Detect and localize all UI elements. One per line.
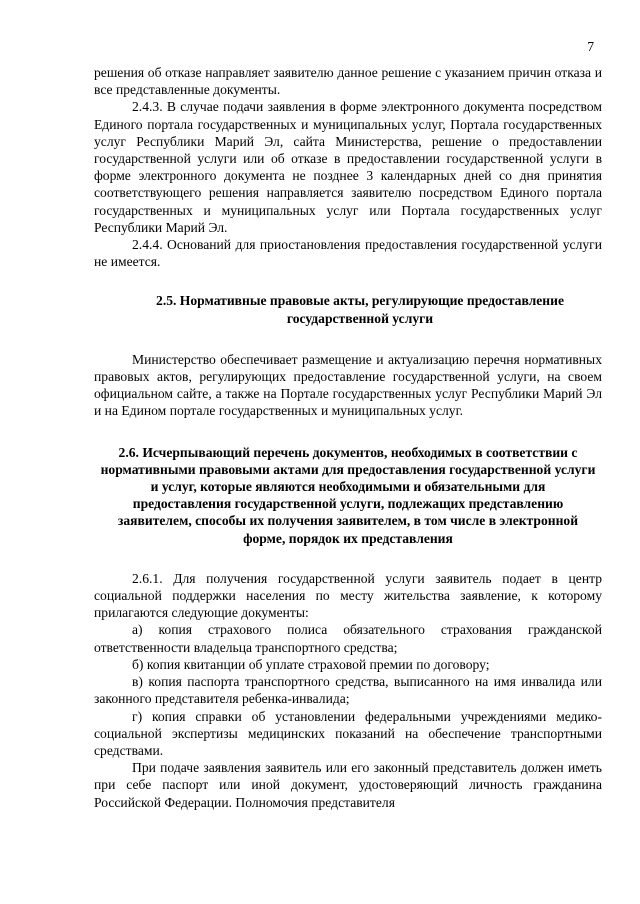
paragraph-2-6-1: 2.6.1. Для получения государственной услуги заявитель подает в центр социальной поддержки населения по месту жительства заявление, к которому прилагаются следующие документы: bbox=[94, 570, 602, 621]
list-item-b: б) копия квитанции об уплате страховой премии по договору; bbox=[132, 656, 490, 672]
paragraph-2-4-3: 2.4.3. В случае подачи заявления в форме электронного документа посредством Единого портала государственных и муниципальных услуг, Портала государственных услуг Республики Марий Эл, сайта Министерства, решение о предоставлении государственной услуги или об отказе в предоставлении государственной услуги в форме электронного документа не позднее 3 календарных дней со дня принятия соответствующего решения направляется заявителю посредством Единого портала государственных и муниципальных услуг или Портала государственных услуг Республики Марий Эл. bbox=[94, 99, 602, 235]
paragraph-closing: При подаче заявления заявитель или его законный представитель должен иметь при себе паспорт или иной документ, удостоверяющий личность гражданина Российской Федерации. Полномочия представителя bbox=[94, 760, 602, 810]
section-2-6-heading: 2.6. Исчерпывающий перечень документов, необходимых в соответствии с нормативными правовыми актами для предоставления государственной услуги и услуг, которые являются необходимыми и обязательными для предоставления государственной услуги, подлежащих представлению заявителем, способы их получения заявителем, в том числе в электронной форме, порядок их представления bbox=[100, 444, 596, 546]
page-number: 7 bbox=[587, 39, 594, 54]
list-item-a: а) копия страхового полиса обязательного страхования гражданской ответственности владельца транспортного средства; bbox=[94, 622, 602, 655]
paragraph-continuation: решения об отказе направляет заявителю данное решение с указанием причин отказа и все представленные документы. bbox=[94, 65, 602, 98]
page-content bbox=[94, 64, 602, 811]
paragraph-2-4-4: 2.4.4. Оснований для приостановления предоставления государственной услуги не имеется. bbox=[94, 237, 602, 270]
section-2-5-heading: 2.5. Нормативные правовые акты, регулирующие предоставление государственной услуги bbox=[156, 293, 564, 326]
section-2-5-text: Министерство обеспечивает размещение и актуализацию перечня нормативных правовых актов, регулирующих предоставление государственной услуги, на своем официальном сайте, а также на Портале государственных услуг Республики Марий Эл и на Едином портале государственных и муниципальных услуг. bbox=[94, 351, 602, 419]
list-item-v: в) копия паспорта транспортного средства, выписанного на имя инвалида или законного представителя ребенка-инвалида; bbox=[94, 674, 602, 707]
list-item-g: г) копия справки об установлении федеральными учреждениями медико-социальной экспертизы медицинских показаний на обеспечение транспортными средствами. bbox=[94, 708, 602, 758]
